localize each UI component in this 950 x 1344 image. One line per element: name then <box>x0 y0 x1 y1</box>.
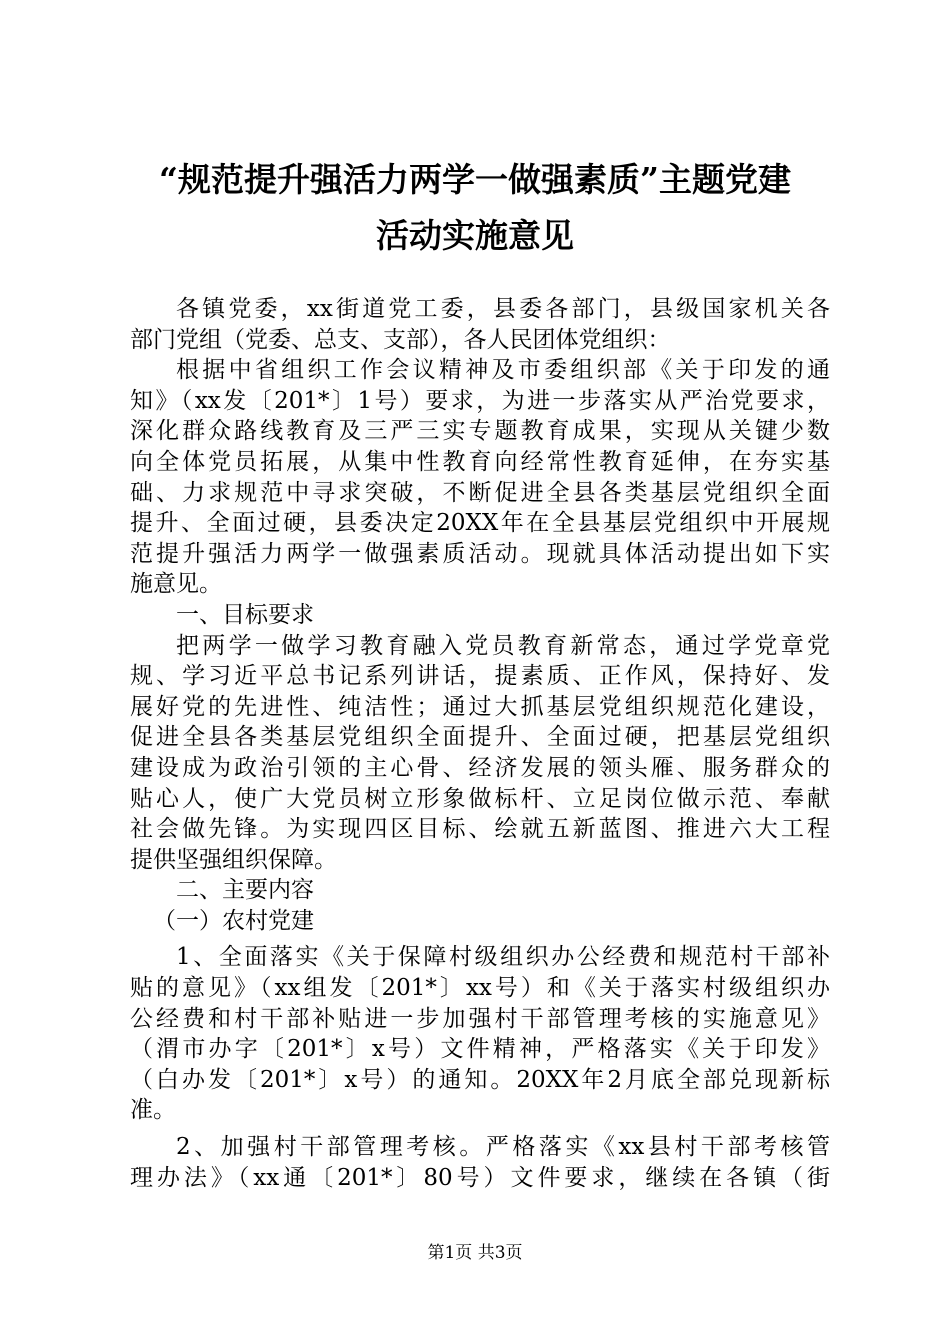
body-line: 础、力求规范中寻求突破，不断促进全县各类基层党组织全面 <box>130 479 830 506</box>
body-line: 提升、全面过硬，县委决定20XX年在全县基层党组织中开展规 <box>130 510 830 537</box>
body-line: （白办发〔201*〕x号）的通知。20XX年2月底全部兑现新标 <box>130 1066 830 1093</box>
body-line: 1、全面落实《关于保障村级组织办公经费和规范村干部补 <box>176 944 830 971</box>
body-line: 公经费和村干部补贴进一步加强村干部管理考核的实施意见》 <box>130 1005 830 1032</box>
body-line: 规、学习近平总书记系列讲话，提素质、正作风，保持好、发 <box>130 663 830 690</box>
body-line: 展好党的先进性、纯洁性；通过大抓基层党组织规范化建设， <box>130 693 830 720</box>
body-line: 范提升强活力两学一做强素质活动。现就具体活动提出如下实 <box>130 540 830 567</box>
body-line: 2、加强村干部管理考核。严格落实《xx县村干部考核管 <box>176 1134 830 1161</box>
body-line: 深化群众路线教育及三严三实专题教育成果，实现从关键少数 <box>130 418 830 445</box>
body-line: 贴心人，使广大党员树立形象做标杆、立足岗位做示范、奉献 <box>130 785 830 812</box>
document-title-line-2: 活动实施意见 <box>376 216 574 255</box>
body-line: 准。 <box>130 1097 176 1124</box>
body-line: 促进全县各类基层党组织全面提升、全面过硬，把基层党组织 <box>130 724 830 751</box>
body-line: 把两学一做学习教育融入党员教育新常态，通过学党章党 <box>176 632 830 659</box>
body-line: 贴的意见》（xx组发〔201*〕xx号）和《关于落实村级组织办 <box>130 975 830 1002</box>
body-line: 部门党组（党委、总支、支部），各人民团体党组织： <box>130 326 671 353</box>
body-line: 施意见。 <box>130 571 222 598</box>
body-line: 向全体党员拓展，从集中性教育向经常性教育延伸，在夯实基 <box>130 448 830 475</box>
page-number: 第1页 共3页 <box>427 1243 523 1263</box>
body-line: 理办法》（xx通〔201*〕80号）文件要求，继续在各镇（街 <box>130 1164 830 1191</box>
body-line: 根据中省组织工作会议精神及市委组织部《关于印发的通 <box>176 357 830 384</box>
body-line: （渭市办字〔201*〕x号）文件精神，严格落实《关于印发》 <box>130 1036 830 1063</box>
section-heading: 一、目标要求 <box>176 601 314 628</box>
document-body <box>130 294 830 1193</box>
body-line: 知》（xx发〔201*〕1号）要求，为进一步落实从严治党要求， <box>130 387 830 414</box>
body-line: 提供坚强组织保障。 <box>130 846 337 873</box>
body-line: 建设成为政治引领的主心骨、经济发展的领头雁、服务群众的 <box>130 754 830 781</box>
body-line: 各镇党委，xx街道党工委，县委各部门，县级国家机关各 <box>176 296 830 322</box>
subsection-heading: （一）农村党建 <box>153 907 314 934</box>
body-line: 社会做先锋。为实现四区目标、绘就五新蓝图、推进六大工程 <box>130 816 830 843</box>
section-heading: 二、主要内容 <box>176 877 314 904</box>
document-title-line-1: “规范提升强活力两学一做强素质”主题党建 <box>159 160 791 199</box>
